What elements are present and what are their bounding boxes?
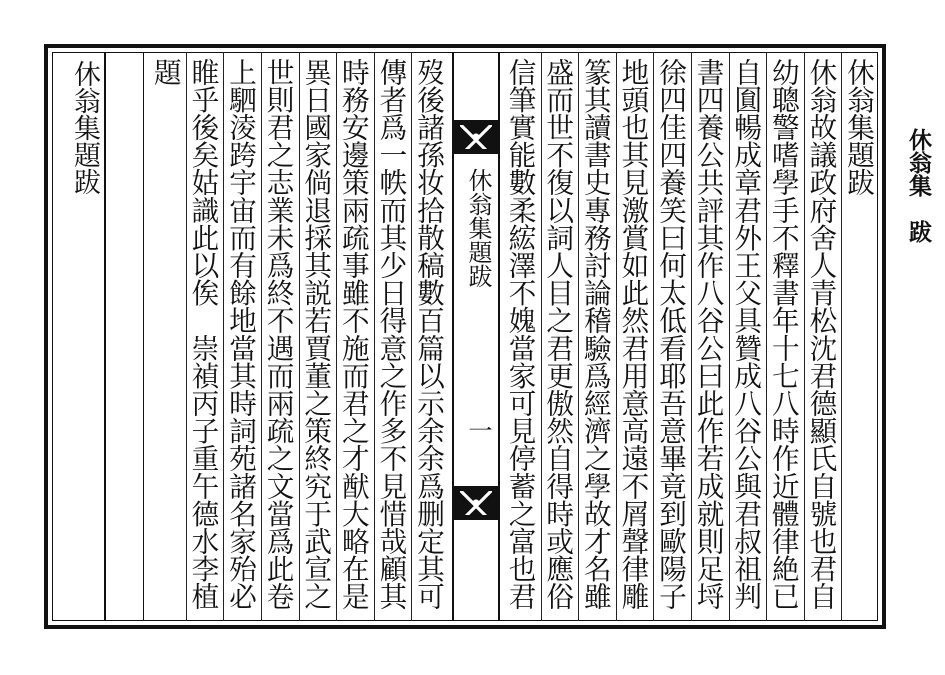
- left-page-column: 傳者爲一帙而其少日得意之作多不見惜哉顧其: [374, 58, 408, 610]
- blank-column: [110, 52, 144, 621]
- left-page-column: 時務安邊策兩疏事雖不施而君之才猷大略在是: [336, 58, 370, 610]
- column-rule: [729, 52, 730, 621]
- right-page-column: 盛而世不復以詞人目之君更傲然自得時或應俗: [541, 58, 575, 610]
- left-page-column: 題: [148, 58, 182, 86]
- column-rule: [411, 52, 412, 621]
- right-page-column: 書四養公共評其作八谷公曰此作若成就則足埒: [691, 58, 725, 610]
- right-page-column: 休翁集題跋: [842, 58, 875, 196]
- fish-tail-ornament-bottom-icon: [454, 486, 498, 520]
- column-rule: [541, 52, 542, 621]
- column-rule: [578, 52, 579, 621]
- column-rule: [691, 52, 692, 621]
- right-page-column: 幼聰警嗜學手不釋書年十七八時作近體律絶已: [766, 58, 800, 610]
- column-rule: [653, 52, 654, 621]
- column-rule: [223, 52, 224, 621]
- column-rule: [841, 52, 842, 621]
- right-page-column: 自圎暢成章君外王父具贊成八谷公與君叔祖判: [729, 58, 763, 610]
- center-title: 休翁集題跋: [464, 168, 492, 288]
- left-page-column: 睢乎後矣姑識此以俟 崇禎丙子重午德水李植: [186, 58, 220, 610]
- margin-title: 休翁集 跋: [905, 128, 932, 243]
- column-rule: [804, 52, 805, 621]
- left-title: 休翁集題跋: [69, 60, 100, 195]
- right-page-column: 徐四佳四養笑曰何太低看耶吾意畢竟到歐陽子: [654, 58, 687, 610]
- right-page-column: 篆其讀書史專務討論稽驗爲經濟之學故才名雖: [578, 58, 612, 610]
- right-page-column: 地頭也其見激賞如此然君用意高遠不屑聲律雕: [616, 58, 650, 610]
- column-rule: [336, 52, 337, 621]
- left-page-column: 異日國家倘退採其説若賈董之策終究于武宣之: [299, 58, 333, 610]
- left-page-column: 世則君之志業未爲終不遇而兩疏之文當爲此卷: [261, 58, 295, 610]
- right-page-column: 信筆實能數柔綋澤不媿當家可見停蓄之富也君: [503, 58, 537, 610]
- column-rule: [299, 52, 300, 621]
- column-rule: [186, 52, 187, 621]
- page-number: 一: [464, 418, 492, 442]
- column-rule: [261, 52, 262, 621]
- left-page-column: 上駟淩跨宇宙而有餘地當其時詞苑諸名家殆必: [224, 58, 257, 610]
- fish-tail-ornament-top-icon: [454, 120, 498, 154]
- left-page-column: 歿後諸孫妆拾散稿數百篇以示余余爲删定其可: [412, 58, 445, 610]
- right-page-column: 休翁故議政府舍人青松沈君德顯氏自號也君自: [804, 58, 838, 610]
- column-rule: [374, 52, 375, 621]
- column-rule: [616, 52, 617, 621]
- column-rule: [766, 52, 767, 621]
